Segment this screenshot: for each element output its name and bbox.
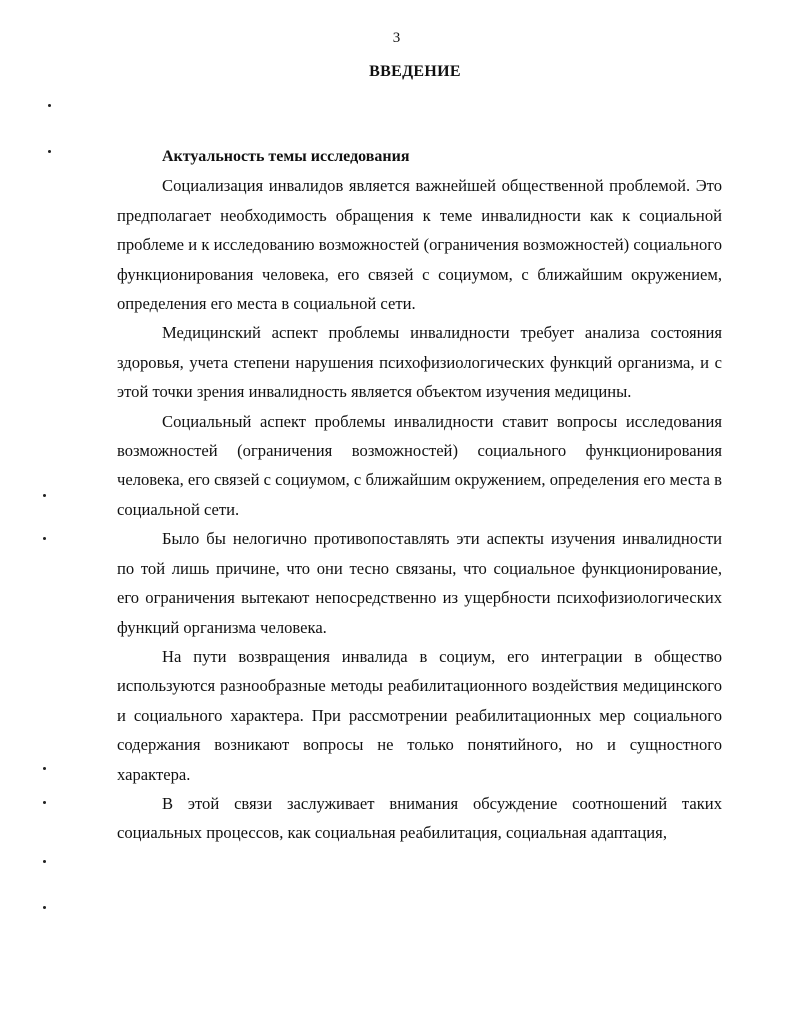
- paragraph: Социализация инвалидов является важнейшей общественной проблемой. Это предполагает необходимость обращения к теме инвалидности как к социальной проблеме и к исследованию возможностей (ограничения возможностей) социального функционирования человека, его связей с социумом, с ближайшим окружением, определения его места в социальной сети.: [117, 176, 722, 314]
- page-title: ВВЕДЕНИЕ: [369, 63, 461, 80]
- scan-speck: [48, 150, 51, 153]
- scan-speck: [43, 767, 46, 770]
- paragraph: В этой связи заслуживает внимания обсуждение соотношений таких социальных процессов, как социальная реабилитация, социальная адаптация,: [117, 793, 722, 843]
- scan-speck: [48, 104, 51, 107]
- scan-speck: [43, 801, 46, 804]
- paragraph: Медицинский аспект проблемы инвалидности требует анализа состояния здоровья, учета степени нарушения психофизиологических функций организма, и с этой точки зрения инвалидность является объектом изучения медицины.: [117, 323, 722, 402]
- paragraph: Было бы нелогично противопоставлять эти аспекты изучения инвалидности по той лишь причине, что они тесно связаны, что социальное функционирование, его ограничения вытекают непосредственно из ущербности психофизиологических функций организма человека.: [117, 529, 722, 637]
- document-body: [117, 142, 722, 848]
- scan-speck: [43, 494, 46, 497]
- scan-speck: [43, 860, 46, 863]
- paragraph: На пути возвращения инвалида в социум, его интеграции в общество используются разнообразные методы реабилитационного воздействия медицинского и социального характера. При рассмотрении реабилитационных мер социального содержания возникают вопросы не только понятийного, но и сущностного характера.: [117, 646, 722, 784]
- paragraph: Социальный аспект проблемы инвалидности ставит вопросы исследования возможностей (ограничения возможностей) социального функционирования человека, его связей с социумом, с ближайшим окружением, определения его места в социальной сети.: [117, 411, 722, 519]
- section-heading: Актуальность темы исследования: [162, 148, 410, 165]
- scan-speck: [43, 906, 46, 909]
- scan-speck: [43, 537, 46, 540]
- page-number: 3: [392, 30, 401, 46]
